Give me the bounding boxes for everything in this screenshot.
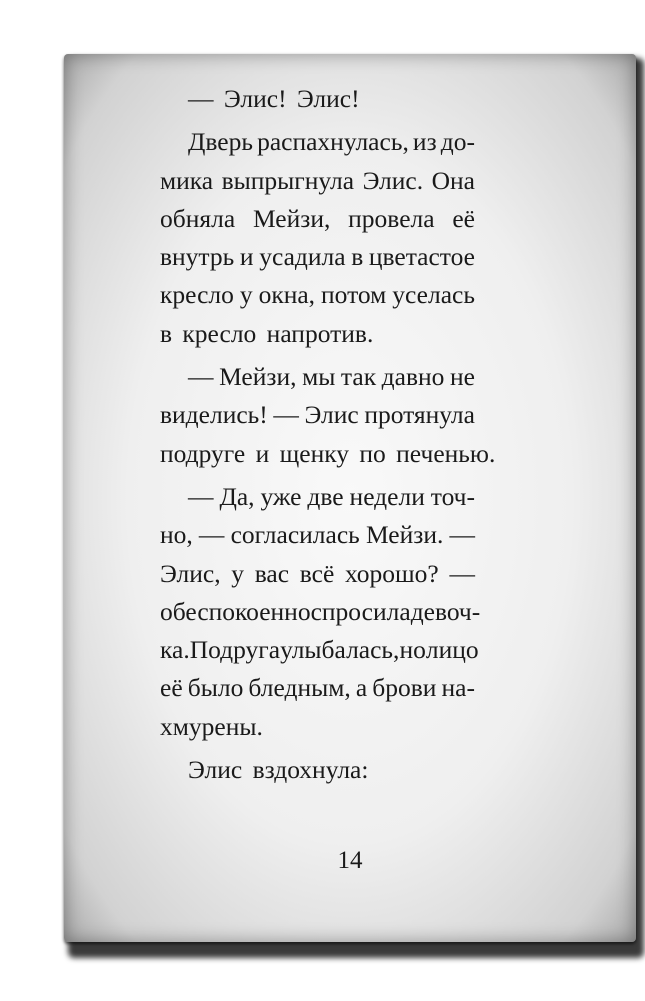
text-line — [160, 396, 475, 434]
word: но, — [160, 520, 193, 550]
word: уселась — [392, 280, 475, 310]
word: бледным, — [248, 673, 351, 703]
word: окна, — [258, 280, 316, 310]
word: улыбалась, — [280, 635, 400, 665]
text-line — [160, 555, 475, 593]
word: точ- — [430, 481, 475, 511]
word: вас — [254, 558, 290, 588]
word: девоч- — [410, 596, 481, 626]
word: внутрь — [160, 242, 235, 272]
text-line — [160, 276, 475, 314]
word: Она — [431, 165, 475, 195]
text-line — [160, 593, 481, 631]
word: — — [449, 558, 475, 588]
text-line — [160, 516, 475, 554]
text-line — [160, 358, 475, 396]
word: Мейзи, — [252, 203, 331, 233]
word: хорошо? — [345, 558, 439, 588]
paragraph — [160, 478, 481, 746]
word: всё — [299, 558, 335, 588]
word: распахнулась, — [257, 127, 409, 157]
paragraph — [160, 123, 475, 353]
word: кресло — [160, 280, 234, 310]
word: спросила — [310, 596, 411, 626]
text-line — [160, 631, 479, 669]
text-line: — Элис! Элис! — [188, 84, 360, 113]
paragraph — [160, 80, 475, 118]
word: две — [307, 481, 344, 511]
word: не — [449, 362, 475, 392]
word: Элис, — [160, 558, 221, 588]
word: усадила — [259, 242, 346, 272]
word: — — [188, 481, 214, 511]
word: Подруга — [189, 635, 281, 665]
word: — — [198, 520, 225, 550]
word: — — [273, 400, 299, 430]
word: и — [239, 242, 254, 272]
word: недели — [349, 481, 425, 511]
word: на- — [441, 673, 475, 703]
word: обняла — [160, 203, 236, 233]
word: обеспокоенно — [160, 596, 311, 626]
word: её — [452, 203, 475, 233]
word: у — [231, 558, 245, 588]
text-line — [160, 162, 475, 200]
word: мы — [302, 362, 336, 392]
word: брови — [372, 673, 437, 703]
word: согласилась — [230, 520, 360, 550]
text-line — [160, 478, 475, 516]
paragraph — [160, 751, 475, 789]
word: в — [351, 242, 364, 272]
page-number: 14 — [337, 847, 363, 874]
word: мика — [160, 165, 214, 195]
word: у — [239, 280, 253, 310]
text-line: хмурены. — [160, 711, 263, 741]
word: потом — [321, 280, 387, 310]
word: Элис — [304, 400, 359, 430]
word: а — [355, 673, 368, 703]
text-line: в кресло напротив. — [160, 318, 374, 348]
word: Мейзи. — [365, 520, 444, 550]
word: Да, — [219, 481, 255, 511]
word: Дверь — [188, 127, 253, 157]
page-text — [160, 80, 496, 789]
text-line — [160, 123, 475, 161]
text-line: подруге и щенку по печенью. — [160, 438, 496, 468]
word: выпрыгнула — [221, 165, 355, 195]
word: уже — [260, 481, 302, 511]
word: до- — [440, 127, 475, 157]
word: было — [187, 673, 244, 703]
text-line — [160, 238, 475, 276]
word: Элис. — [362, 165, 424, 195]
word: Мейзи, — [219, 362, 297, 392]
word: из — [412, 127, 437, 157]
paragraph — [160, 358, 496, 473]
word: провела — [348, 203, 435, 233]
word: — — [188, 362, 214, 392]
word: ка. — [160, 635, 190, 665]
word: так — [340, 362, 377, 392]
text-line — [160, 200, 475, 238]
word: виделись! — [160, 400, 268, 430]
word: — — [449, 520, 475, 550]
text-line — [160, 669, 475, 707]
word: но — [399, 635, 426, 665]
text-line: Элис вздохнула: — [188, 755, 369, 785]
word: давно — [381, 362, 445, 392]
word: её — [160, 673, 183, 703]
word: цветастое — [368, 242, 475, 272]
word: лицо — [425, 635, 479, 665]
book-page — [64, 54, 636, 942]
word: протянула — [364, 400, 475, 430]
